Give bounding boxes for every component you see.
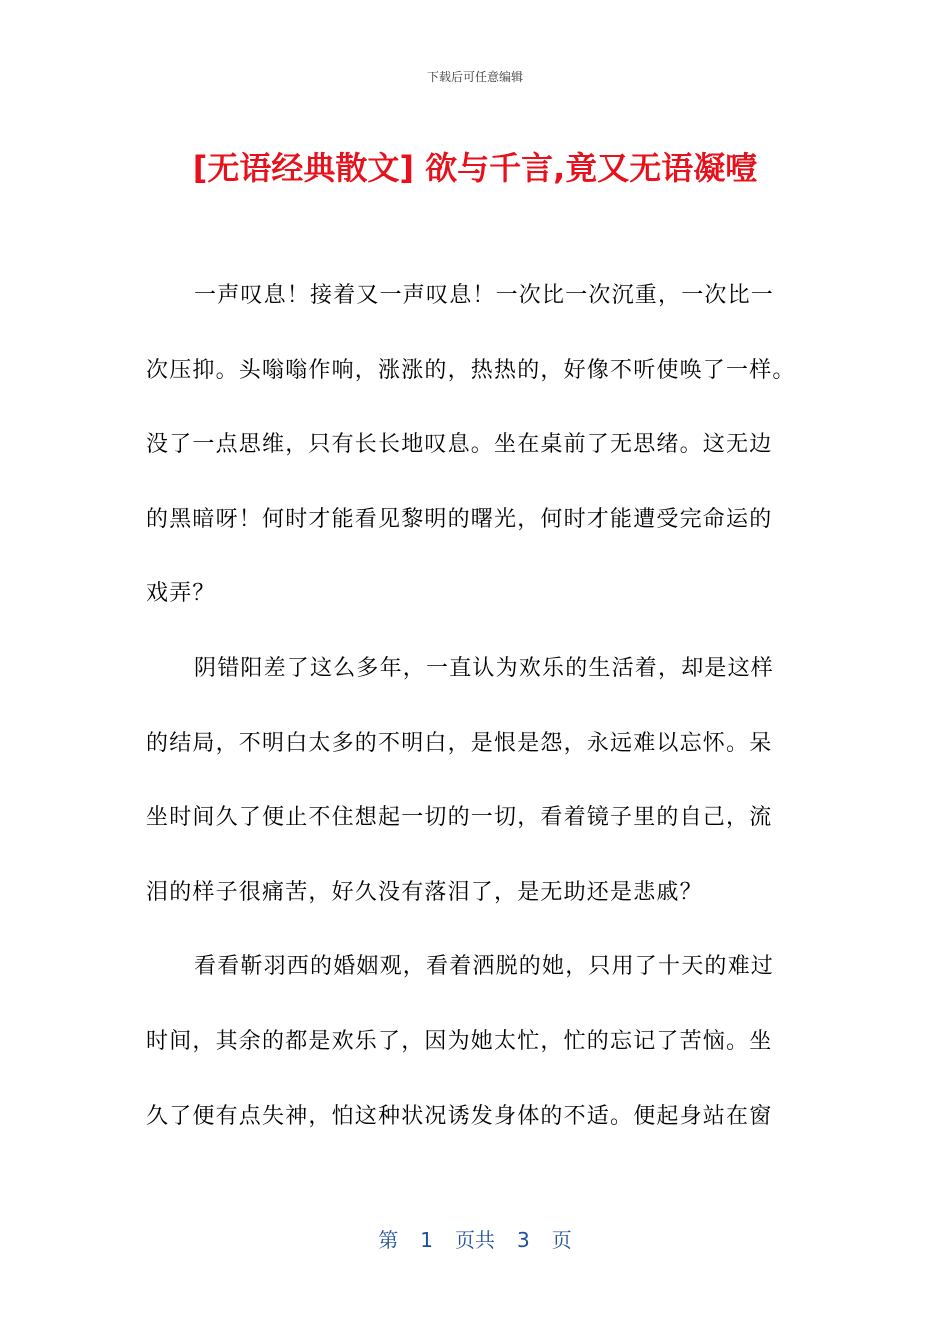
text-line: 一声叹息！接着又一声叹息！一次比一次沉重，一次比一 (194, 283, 775, 308)
text-line: 的黑暗呀！何时才能看见黎明的曙光，何时才能遭受完命运的 (146, 506, 773, 532)
text-line: 泪的样子很痛苦，好久没有落泪了，是无助还是悲戚？ (146, 879, 703, 905)
text-line: 看看靳羽西的婚姻观，看着洒脱的她，只用了十天的难过 (194, 954, 775, 980)
page-footer (0, 1224, 950, 1253)
page-label-mid: 页共 (455, 1228, 495, 1252)
document-body (146, 272, 806, 1167)
text-line: 戏弄？ (146, 581, 216, 607)
text-line: 次压抑。头嗡嗡作响，涨涨的，热热的，好像不听使唤了一样。 (146, 357, 796, 383)
text-line: 时间，其余的都是欢乐了，因为她太忙，忙的忘记了苦恼。坐 (146, 1028, 773, 1054)
text-line: 没了一点思维，只有长长地叹息。坐在桌前了无思绪。这无边 (146, 432, 773, 458)
header-note: 下载后可任意编辑 (426, 70, 523, 84)
page-label-suffix: 页 (551, 1228, 572, 1252)
text-line: 久了便有点失神，怕这种状况诱发身体的不适。便起身站在窗 (146, 1103, 773, 1129)
text-line: 阴错阳差了这么多年，一直认为欢乐的生活着，却是这样 (194, 655, 775, 681)
text-line: 的结局，不明白太多的不明白，是恨是怨，永远难以忘怀。呆 (146, 730, 773, 756)
total-pages: 3 (517, 1228, 530, 1252)
page-label-prefix: 第 (378, 1228, 399, 1252)
page-number: 1 (420, 1228, 433, 1252)
document-title: [无语经典散文] 欲与千言,竟又无语凝噎 (192, 149, 758, 187)
text-line: 坐时间久了便止不住想起一切的一切，看着镜子里的自己，流 (146, 805, 773, 831)
